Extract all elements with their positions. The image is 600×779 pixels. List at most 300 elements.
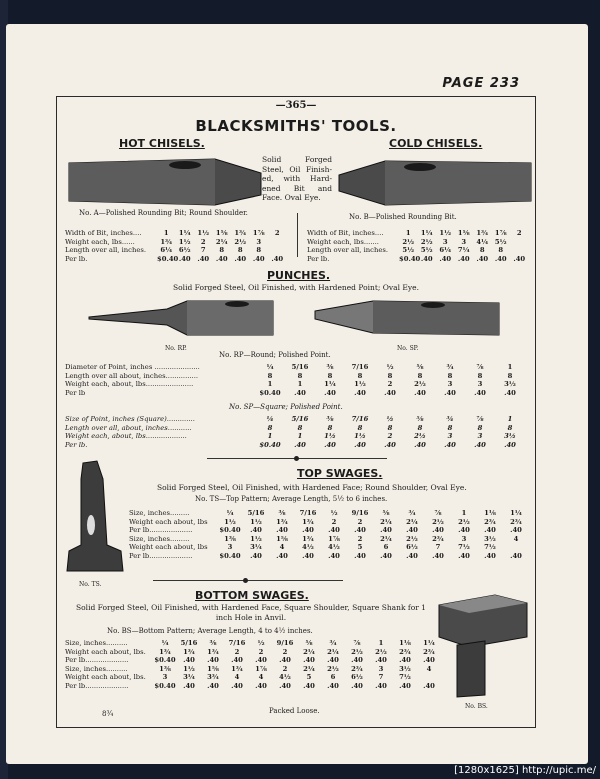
square-punch-cell: .40: [504, 440, 516, 449]
bottom-swages-cell: ½: [257, 639, 265, 647]
hot-chisels-row: [65, 246, 287, 255]
hot-chisel-illustration: [65, 153, 265, 213]
square-punch-cell: 8: [417, 423, 423, 432]
punches-description: Solid Forged Steel, Oil Finished, with Hardened Point; Oval Eye.: [173, 283, 419, 292]
bottom-swages-cell: 7/16: [228, 639, 246, 647]
hot-chisels-cell: 1½: [197, 229, 210, 237]
bottom-swages-cell: ⅜: [209, 639, 217, 647]
cold-chisels-cell: 1¾: [476, 229, 489, 237]
bottom-swages-cell: 1⅜: [159, 664, 171, 673]
bottom-swages-cell: 1⅞: [255, 664, 267, 673]
hot-chisels-row-label: Width of Bit, inches....: [65, 229, 142, 237]
hot-chisels-cell: 1¾: [234, 229, 247, 237]
round-punch-row-label: Diameter of Point, inches .....................: [65, 363, 200, 371]
top-swages-cell: 4½: [302, 543, 314, 552]
bottom-swages-cell: .40: [255, 656, 267, 665]
square-punch-cell: ¼: [266, 415, 274, 423]
round-punch-cell: ⅝: [416, 363, 424, 371]
bottom-swages-cell: $0.40: [154, 681, 176, 690]
top-swages-cell: 4: [279, 543, 285, 552]
top-swages-cell: 7: [435, 543, 441, 552]
round-punch-cell: 3: [447, 380, 453, 389]
cold-chisel-caption: No. B—Polished Rounding Bit.: [349, 213, 457, 221]
catalog-page: [6, 24, 588, 764]
cold-chisels-cell: 2½: [420, 237, 433, 246]
bottom-swages-cell: 1¾: [159, 647, 171, 656]
bottom-swages-cell: 6: [330, 673, 336, 682]
cold-chisels-row-label: Weight each, lbs.......: [307, 237, 379, 246]
cold-chisels-cell: $0.40: [399, 254, 421, 263]
round-punch-table: [65, 363, 525, 397]
bottom-swages-cell: 1½: [183, 664, 195, 673]
bottom-swages-cell: 2½: [375, 647, 387, 656]
square-punch-cell: ¾: [446, 415, 454, 423]
bottom-swages-description: Solid Forged Steel, Oil Finished, with Hardened Face, Square Shoulder, Square Shank for 1 inch Hole in Anvil.: [76, 603, 426, 622]
square-punch-cell: 8: [507, 423, 513, 432]
bottom-swages-cell: .40: [303, 681, 315, 690]
top-swages-cell: ⅝: [382, 509, 390, 517]
divider-ornament: [294, 456, 299, 461]
square-punch-cell: 1: [507, 415, 513, 423]
round-punch-cell: 3: [477, 380, 483, 389]
cold-chisels-cell: .40: [439, 254, 452, 263]
round-punch-cell: 1½: [354, 380, 366, 389]
square-punch-cell: ⅜: [326, 415, 334, 423]
top-swages-cell: 2¼: [380, 534, 392, 543]
hot-chisels-cell: .40: [252, 254, 265, 263]
top-swages-cell: 1¼: [510, 509, 522, 517]
top-swages-cell: $0.40: [219, 551, 241, 560]
bottom-swages-cell: 2: [234, 647, 240, 656]
square-punch-cell: $0.40: [259, 440, 281, 449]
square-punch-cell: 8: [447, 423, 453, 432]
round-punch-row-label: Per lb: [65, 388, 86, 397]
top-swages-cell: 7½: [458, 543, 470, 552]
cold-chisels-cell: [510, 246, 529, 255]
top-swages-row-label: Per lb....................: [129, 551, 193, 560]
cold-chisels-cell: 4¼: [476, 237, 489, 246]
cold-chisels-cell: 5½: [402, 246, 415, 255]
square-punch-cell: 8: [357, 423, 363, 432]
cold-chisels-cell: 7¼: [457, 246, 470, 255]
top-swages-cell: 1½: [250, 517, 262, 526]
cold-chisels-row-label: Width of Bit, inches....: [307, 229, 384, 237]
top-swages-cell: ⅜: [278, 509, 286, 517]
round-punch-row: [65, 372, 525, 381]
bottom-swages-cell: 2: [282, 664, 288, 673]
bottom-swages-cell: 1¼: [423, 639, 435, 647]
cold-chisels-cell: 5½: [494, 237, 507, 246]
round-punch-cell: .40: [354, 388, 366, 397]
page-number: PAGE 233: [442, 76, 520, 91]
cold-chisels-cell: 6¼: [439, 246, 452, 255]
bottom-swages-cell: 2¾: [423, 647, 435, 656]
square-punch-row-label: Length over all, about, inches...........: [65, 423, 192, 432]
hot-chisels-cell: 2½: [234, 237, 247, 246]
square-punch-cell: ½: [386, 415, 394, 423]
round-punch-cell: .40: [444, 388, 456, 397]
hot-chisels-row-label: Length over all, inches.: [65, 246, 147, 255]
round-punch-row: [65, 380, 525, 389]
top-swages-cell: .40: [302, 551, 314, 560]
cold-chisels-cell: .40: [513, 254, 526, 263]
cold-chisels-cell: .40: [420, 254, 433, 263]
round-punch-cell: 1: [507, 363, 513, 371]
square-punch-cell: 2: [387, 432, 393, 441]
round-punch-cell: 8: [507, 371, 513, 380]
round-punch-cell: .40: [504, 388, 516, 397]
square-punch-cell: ⅞: [476, 415, 484, 423]
bottom-swages-row-label: Per lb....................: [65, 681, 129, 690]
bottom-swages-cell: 2: [258, 647, 264, 656]
bottom-swages-cell: 9/16: [276, 639, 294, 647]
cold-chisels-table: [307, 229, 529, 263]
cold-chisels-cell: 8: [479, 246, 485, 255]
bottom-swages-cell: 2¾: [399, 647, 411, 656]
hot-chisels-cell: .40: [271, 254, 284, 263]
top-swages-cell: 1⅝: [276, 534, 288, 543]
bottom-swages-cell: .40: [279, 656, 291, 665]
hot-chisels-cell: 1: [163, 229, 169, 237]
round-punch-cell: ¾: [446, 363, 454, 371]
round-punch-row-label: Weight each, about, lbs......................: [65, 380, 194, 389]
square-punch-row: [65, 441, 525, 450]
round-punch-cell: 2½: [414, 380, 426, 389]
hot-chisels-cell: .40: [234, 254, 247, 263]
cold-chisels-cell: 2½: [402, 237, 415, 246]
hot-chisels-cell: .40: [197, 254, 210, 263]
top-swages-cell: 2: [357, 534, 363, 543]
top-swages-row: [129, 518, 529, 527]
hot-chisels-cell: 8: [219, 246, 225, 255]
top-swages-row-label: Weight each about, lbs: [129, 517, 208, 526]
top-swage-illustration: [63, 459, 127, 579]
bottom-swage-label: No. BS.: [465, 703, 488, 710]
bottom-swages-caption: No. BS—Bottom Pattern; Average Length, 4 to 4½ inches.: [107, 627, 313, 635]
hot-chisels-cell: 1⅞: [252, 229, 265, 237]
top-swages-cell: 7½: [484, 543, 496, 552]
bottom-swages-cell: 2: [282, 647, 288, 656]
hot-chisels-cell: 2: [200, 237, 206, 246]
round-punch-row-label: Length over all about, inches...............: [65, 371, 199, 380]
square-punch-cell: .40: [354, 440, 366, 449]
top-swages-cell: ½: [330, 509, 338, 517]
top-swages-cell: 1⅛: [484, 509, 496, 517]
top-swages-row-label: Size, inches.........: [129, 509, 190, 517]
punches-heading: PUNCHES.: [267, 269, 331, 282]
top-swages-description: Solid Forged Steel, Oil Finished, with Hardened Face; Round Shoulder, Oval Eye.: [157, 483, 467, 492]
bottom-swages-cell: 1¾: [207, 647, 219, 656]
round-punch-cell: .40: [384, 388, 396, 397]
hot-chisels-cell: 1⅝: [215, 229, 228, 237]
bottom-swages-cell: .40: [231, 656, 243, 665]
hot-chisels-cell: 6¼: [160, 246, 173, 255]
square-punch-cell: 1½: [324, 432, 336, 441]
bottom-swages-cell: 3: [378, 664, 384, 673]
hot-chisels-cell: $0.40: [157, 254, 179, 263]
cold-chisels-row: [307, 229, 529, 238]
round-punch-row: [65, 389, 525, 398]
cold-chisels-cell: .40: [494, 254, 507, 263]
bottom-swages-cell: .40: [207, 681, 219, 690]
top-swages-cell: 5/16: [247, 509, 265, 517]
bottom-swages-cell: 2½: [327, 664, 339, 673]
round-punch-cell: .40: [294, 388, 306, 397]
bottom-mark: 8¾: [102, 710, 114, 718]
top-swages-cell: .40: [458, 526, 470, 535]
square-punch-row: [65, 432, 525, 441]
cold-chisels-cell: [510, 238, 529, 247]
square-punch-cell: 5/16: [291, 415, 309, 423]
cold-chisels-cell: 1⅝: [457, 229, 470, 237]
round-punch-cell: 8: [267, 371, 273, 380]
hot-chisels-cell: 8: [237, 246, 243, 255]
round-punch-cell: 3½: [504, 380, 516, 389]
top-swage-label: No. TS.: [79, 581, 102, 588]
bottom-swages-cell: 2¼: [303, 664, 315, 673]
bottom-swages-cell: .40: [327, 681, 339, 690]
hot-chisel-caption: No. A—Polished Rounding Bit; Round Shoulder.: [79, 209, 248, 217]
bottom-swages-cell: .40: [375, 681, 387, 690]
round-punch-cell: 1¼: [324, 380, 336, 389]
top-swages-cell: .40: [328, 526, 340, 535]
top-swages-cell: 6: [383, 543, 389, 552]
cold-chisel-illustration: [335, 153, 535, 213]
top-swages-cell: 1½: [224, 517, 236, 526]
bottom-swages-cell: 1: [378, 639, 384, 647]
cold-chisels-cell: 1¼: [420, 229, 433, 237]
bottom-swages-cell: ⅞: [353, 639, 361, 647]
top-swages-cell: 2¾: [510, 517, 522, 526]
top-swages-cell: 9/16: [351, 509, 369, 517]
top-swages-cell: 1⅞: [328, 534, 340, 543]
top-swages-cell: 5: [357, 543, 363, 552]
round-punch-caption: No. RP—Round; Polished Point.: [219, 351, 331, 359]
round-punch-cell: $0.40: [259, 388, 281, 397]
hot-chisels-cell: 2: [274, 229, 280, 237]
cold-chisels-cell: 8: [498, 246, 504, 255]
top-swages-cell: .40: [458, 551, 470, 560]
round-punch-cell: ⅞: [476, 363, 484, 371]
square-punch-cell: .40: [414, 440, 426, 449]
top-swages-row: [129, 552, 529, 561]
bottom-swages-row-label: Size, inches..........: [65, 664, 128, 673]
top-swages-caption: No. TS—Top Pattern; Average Length, 5½ to 6 inches.: [195, 495, 388, 503]
top-swages-cell: .40: [432, 551, 444, 560]
round-punch-cell: ⅜: [326, 363, 334, 371]
bottom-swages-row: [65, 639, 441, 648]
bottom-swages-cell: 2¾: [351, 664, 363, 673]
packing-note: Packed Loose.: [269, 707, 320, 715]
square-punch-row: [65, 415, 525, 424]
round-punch-cell: 8: [357, 371, 363, 380]
square-punch-cell: 8: [297, 423, 303, 432]
bottom-swages-row: [65, 665, 441, 674]
section-divider-2: [153, 580, 343, 581]
top-swages-cell: 3: [461, 534, 467, 543]
top-swages-cell: .40: [302, 526, 314, 535]
cold-chisels-cell: 1⅞: [494, 229, 507, 237]
square-punch-cell: .40: [384, 440, 396, 449]
bottom-swages-cell: 1⅛: [399, 639, 411, 647]
bottom-swages-cell: .40: [255, 681, 267, 690]
bottom-swages-cell: 1¾: [231, 664, 243, 673]
bottom-swages-cell: 7: [378, 673, 384, 682]
top-swages-cell: .40: [276, 551, 288, 560]
top-swages-cell: 2½: [406, 534, 418, 543]
top-swages-cell: 1¾: [302, 534, 314, 543]
hot-chisels-cell: .40: [178, 254, 191, 263]
hot-chisels-cell: 7: [200, 246, 206, 255]
cold-chisels-row: [307, 255, 529, 264]
square-punch-cell: ⅝: [416, 415, 424, 423]
round-punch-cell: 8: [327, 371, 333, 380]
square-punch-row-label: Per lb.: [65, 440, 88, 449]
bottom-swages-cell: .40: [351, 681, 363, 690]
square-punch-cell: 2½: [414, 432, 426, 441]
bottom-swages-cell: 7½: [399, 673, 411, 682]
top-swages-row: [129, 535, 529, 544]
top-swages-row: [129, 543, 529, 552]
top-swages-cell: 4½: [328, 543, 340, 552]
bottom-swages-cell: 3¾: [207, 673, 219, 682]
column-divider: [297, 213, 298, 257]
top-swages-cell: ⅞: [434, 509, 442, 517]
round-punch-cell: ½: [386, 363, 394, 371]
catalog-page-number: —365—: [275, 100, 317, 111]
bottom-swages-cell: ⅝: [305, 639, 313, 647]
bottom-swages-cell: $0.40: [154, 656, 176, 665]
cold-chisels-cell: 3: [461, 237, 467, 246]
bottom-swages-cell: 4: [426, 664, 432, 673]
top-swages-cell: 1¾: [276, 517, 288, 526]
square-punch-cell: .40: [444, 440, 456, 449]
cold-chisels-cell: .40: [457, 254, 470, 263]
bottom-swages-cell: .40: [183, 656, 195, 665]
hot-chisels-cell: .40: [215, 254, 228, 263]
bottom-swages-cell: .40: [423, 656, 435, 665]
top-swages-cell: .40: [250, 551, 262, 560]
top-swages-row-label: Weight each about, lbs: [129, 543, 208, 552]
bottom-swages-cell: .40: [399, 656, 411, 665]
top-swages-cell: .40: [250, 526, 262, 535]
cold-chisels-row-label: Per lb.: [307, 254, 330, 263]
square-punch-cell: 3: [477, 432, 483, 441]
hot-chisels-heading: HOT CHISELS.: [119, 137, 205, 150]
top-swages-row-label: Per lb....................: [129, 526, 193, 535]
bottom-swages-cell: 1⅝: [207, 664, 219, 673]
top-swages-cell: 6½: [406, 543, 418, 552]
bottom-swages-row-label: Weight each about, lbs.: [65, 647, 146, 656]
round-punch-cell: 1: [297, 380, 303, 389]
square-punch-row-label: Size of Point, inches (Square).............: [65, 415, 195, 423]
bottom-swages-cell: 3: [162, 673, 168, 682]
bottom-swages-cell: .40: [399, 681, 411, 690]
top-swages-cell: .40: [432, 526, 444, 535]
top-swages-cell: .40: [328, 551, 340, 560]
top-swages-cell: 2: [357, 517, 363, 526]
bottom-swages-cell: 1¾: [183, 647, 195, 656]
top-swages-cell: 1: [461, 509, 467, 517]
square-punch-label: No. SP.: [397, 345, 419, 352]
top-swages-heading: TOP SWAGES.: [297, 467, 383, 480]
square-punch-cell: 3½: [504, 432, 516, 441]
cold-chisels-row-label: Length over all, inches.: [307, 246, 389, 255]
bottom-swages-cell: 5/16: [180, 639, 198, 647]
top-swages-cell: .40: [406, 526, 418, 535]
top-swages-cell: 7/16: [299, 509, 317, 517]
watermark: [1280x1625] http://upic.me/: [454, 765, 596, 776]
bottom-swages-cell: .40: [279, 681, 291, 690]
top-swages-cell: ¾: [408, 509, 416, 517]
hot-chisels-cell: 1¼: [178, 229, 191, 237]
round-punch-row: [65, 363, 525, 372]
hot-chisels-row: [65, 255, 287, 264]
bottom-swages-row-label: Weight each about, lbs.: [65, 673, 146, 682]
top-swages-cell: 2: [331, 517, 337, 526]
top-swages-cell: $0.40: [219, 526, 241, 535]
bottom-swages-cell: .40: [231, 681, 243, 690]
round-punch-cell: 8: [447, 371, 453, 380]
hot-chisels-cell: [268, 246, 287, 255]
top-swages-row: [129, 526, 529, 535]
top-swages-cell: 3: [227, 543, 233, 552]
top-swages-cell: 4: [513, 534, 519, 543]
bottom-swages-row-label: Size, inches..........: [65, 639, 128, 647]
bottom-swages-table: [65, 639, 441, 691]
square-punch-cell: 8: [387, 423, 393, 432]
square-punch-cell: 8: [267, 423, 273, 432]
chisel-description: Solid Forged Steel, Oil Finish-ed, with Hard-ened Bit and Face. Oval Eye.: [262, 155, 332, 202]
hot-chisels-row: [65, 229, 287, 238]
top-swages-cell: [503, 543, 529, 552]
cold-chisels-row: [307, 246, 529, 255]
top-swages-cell: 2¼: [380, 517, 392, 526]
bottom-swages-row: [65, 656, 441, 665]
bottom-swages-cell: 2¼: [303, 647, 315, 656]
top-swages-cell: ¼: [226, 509, 234, 517]
bottom-swages-row: [65, 673, 441, 682]
top-swages-table: [129, 509, 529, 561]
square-punch-table: [65, 415, 525, 449]
top-swages-cell: .40: [354, 551, 366, 560]
square-punch-row-label: Weight each, about, lbs...................: [65, 432, 187, 441]
top-swages-cell: 2¾: [432, 534, 444, 543]
top-swages-cell: 3½: [484, 534, 496, 543]
top-swages-cell: 3¼: [250, 543, 262, 552]
top-swages-row-label: Size, inches.........: [129, 534, 190, 543]
hot-chisels-cell: 1¾: [160, 237, 173, 246]
bottom-swages-cell: .40: [375, 656, 387, 665]
square-punch-cell: 1½: [354, 432, 366, 441]
bottom-swages-cell: ¾: [329, 639, 337, 647]
top-swages-row: [129, 509, 529, 518]
round-punch-cell: 8: [387, 371, 393, 380]
hot-chisels-cell: 3: [256, 237, 262, 246]
round-punch-cell: 2: [387, 380, 393, 389]
cold-chisels-cell: .40: [476, 254, 489, 263]
top-swages-cell: 2¼: [406, 517, 418, 526]
page-title: BLACKSMITHS' TOOLS.: [195, 117, 397, 135]
bottom-swages-row-label: Per lb....................: [65, 656, 129, 665]
round-punch-cell: .40: [474, 388, 486, 397]
hot-chisels-cell: [268, 238, 287, 247]
bottom-swages-cell: 3¼: [183, 673, 195, 682]
hot-chisels-row-label: Weight each, lbs......: [65, 237, 135, 246]
round-punch-cell: 8: [477, 371, 483, 380]
top-swages-cell: 2½: [432, 517, 444, 526]
top-swages-cell: .40: [380, 526, 392, 535]
